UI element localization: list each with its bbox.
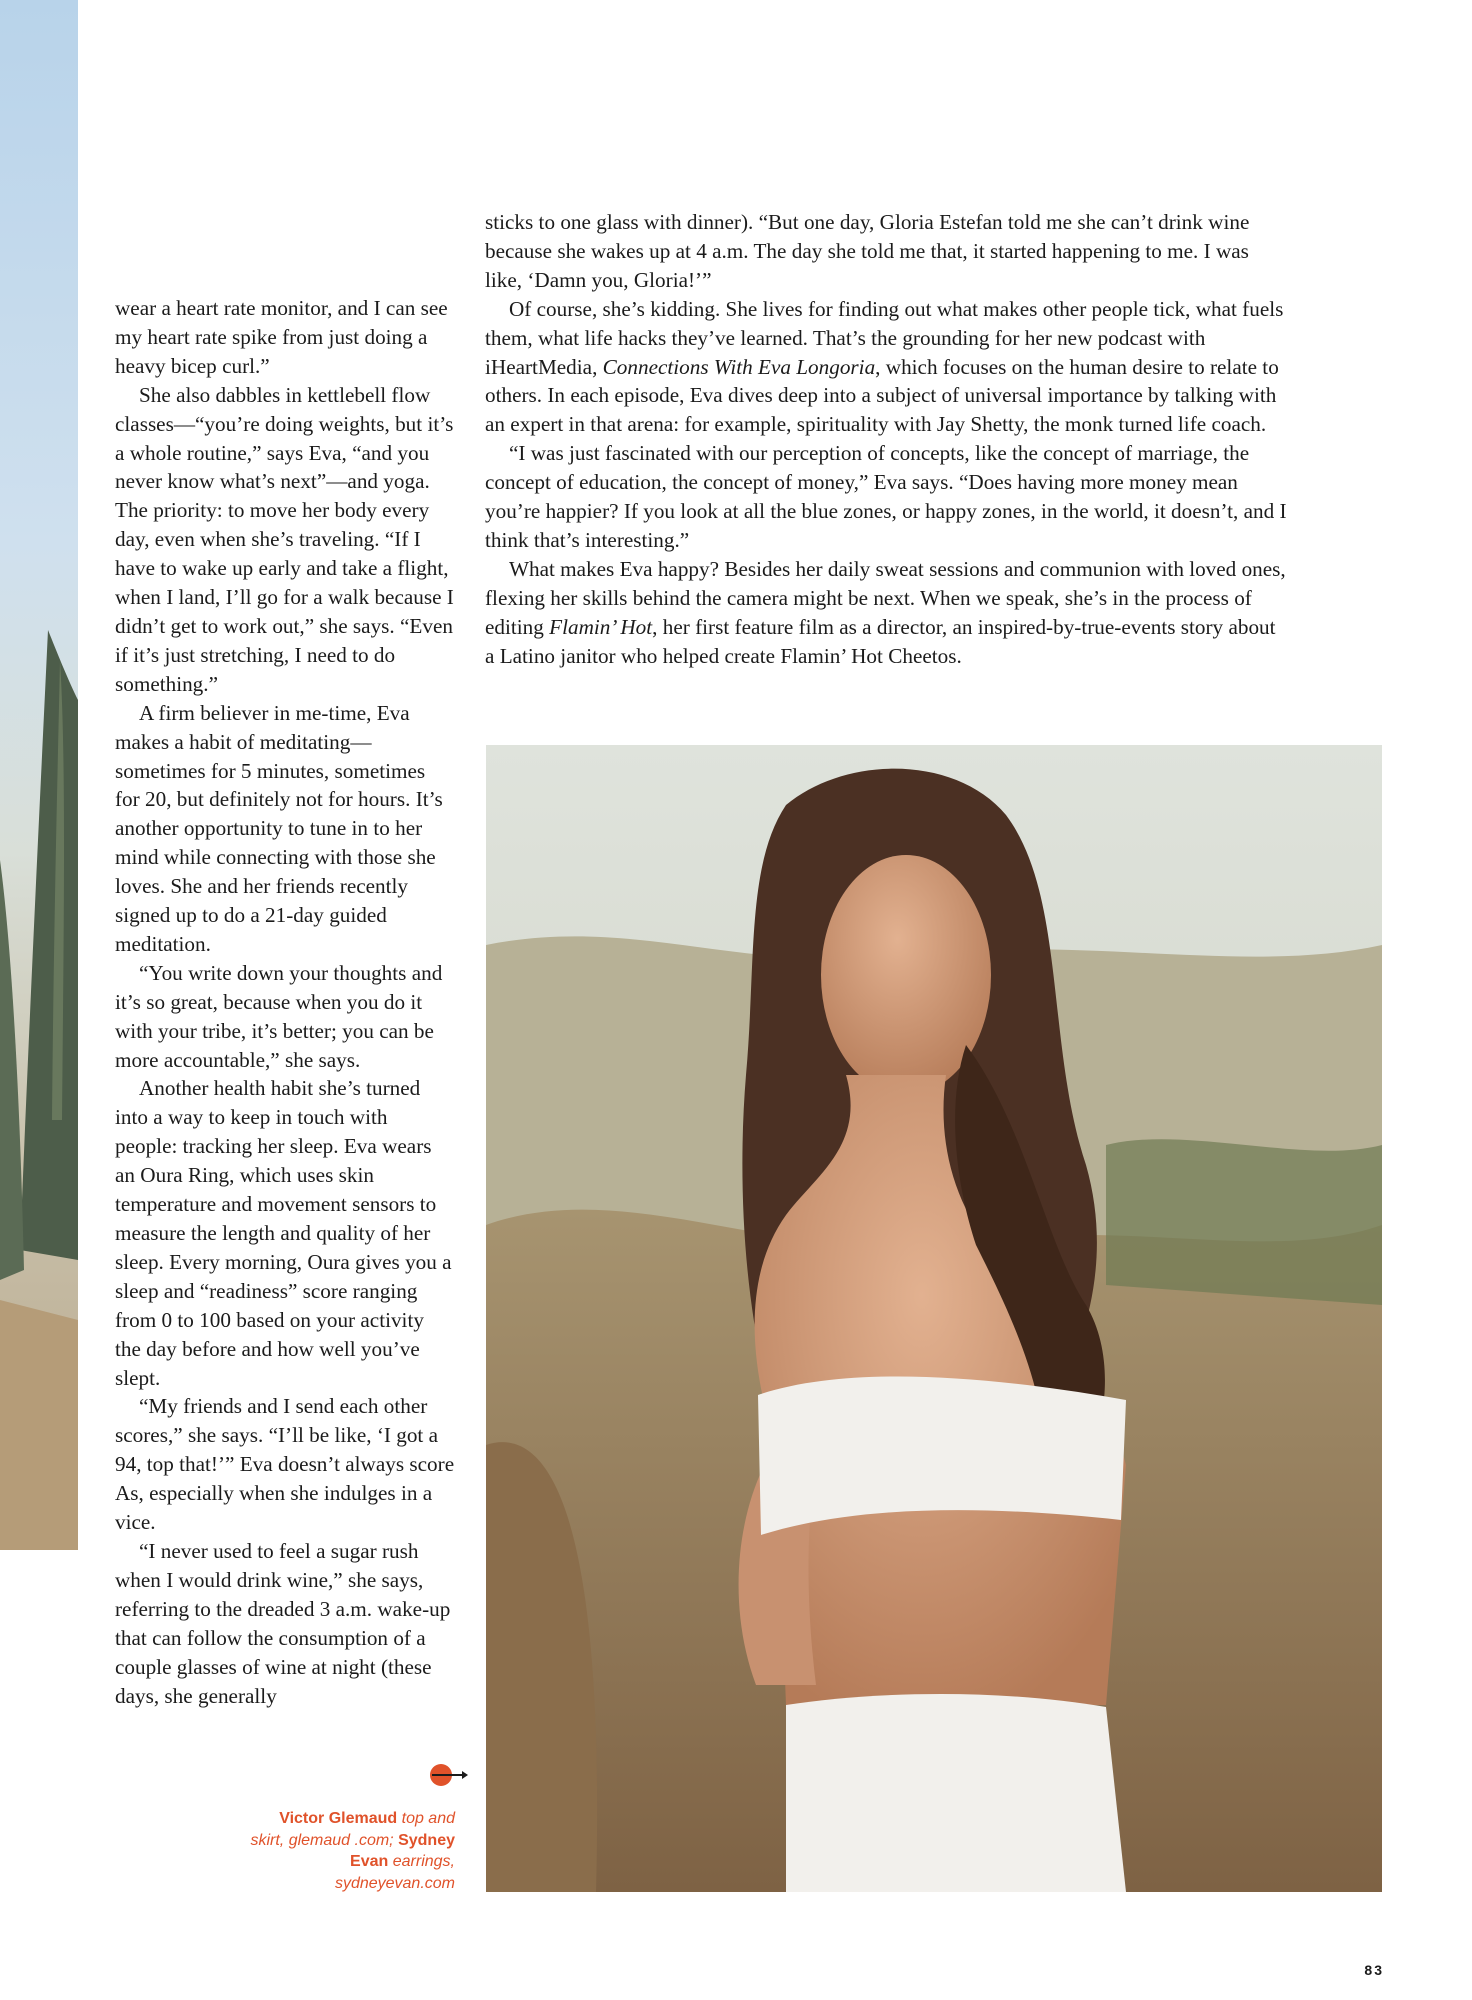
credit-text: top and skirt, glemaud .com; — [250, 1810, 455, 1849]
arrow-marker-icon — [428, 1762, 470, 1788]
text-run: What makes Eva happy? Besides her daily sweat sessions and communion with loved ones, flexing her skills behind the camera might be next. When we speak, she’s in the process of editing — [485, 556, 1286, 639]
body-paragraph: She also dabbles in kettlebell flow classes—“you’re doing weights, but it’s a whole routine,” says Eva, “and you never know what’s next”—and yoga. The priority: to move her body every day, even when she’s traveling. “If I have to wake up early and take a flight, when I land, I’ll go for a walk because I didn’t get to work out,” she says. “Even if it’s just stretching, I need to do something.” — [115, 382, 454, 696]
fashion-credit — [250, 1808, 455, 1894]
left-text-column — [115, 294, 455, 1710]
body-paragraph: A firm believer in me-time, Eva makes a habit of meditating—sometimes for 5 minutes, sometimes for 20, but definitely not for hours. It’s another opportunity to tune in to her mind while connecting with those she loves. She and her friends recently signed up to do a 21-day guided meditation. — [115, 700, 443, 956]
portrait-photo — [486, 745, 1382, 1892]
right-text-column — [485, 208, 1290, 671]
text-run: , her first feature film as a director, an inspired-by-true-events story about a Latino janitor who helped create Flamin’ Hot Cheetos. — [485, 614, 1276, 668]
designer-name: Sydney Evan — [350, 1831, 455, 1870]
designer-name: Victor Glemaud — [279, 1810, 398, 1827]
body-paragraph: “You write down your thoughts and it’s so great, because when you do it with your tribe, it’s better; you can be more accountable,” she says. — [115, 960, 443, 1072]
text-run: Of course, she’s kidding. She lives for finding out what makes other people tick, what fuels them, what life hacks they’ve learned. That’s the grounding for her new podcast with iHeartMedia, — [485, 296, 1284, 379]
text-run: , which focuses on the human desire to relate to others. In each episode, Eva dives deep into a subject of universal importance by talking with an expert in that arena: for example, spirituality with Jay Shetty, the monk turned life coach. — [485, 354, 1279, 437]
film-title: Flamin’ Hot — [549, 614, 653, 639]
body-paragraph — [485, 555, 1290, 671]
page-number: 83 — [1364, 1962, 1384, 1978]
agave-photo-strip — [0, 0, 78, 1550]
body-paragraph — [485, 295, 1290, 440]
body-paragraph: Another health habit she’s turned into a way to keep in touch with people: tracking her sleep. Eva wears an Oura Ring, which uses skin temperature and movement sensors to measure the length and quality of her sleep. Every morning, Oura gives you a sleep and “readiness” score ranging from 0 to 100 based on your activity the day before and how well you’ve slept. — [115, 1076, 452, 1390]
body-paragraph: “I was just fascinated with our perception of concepts, like the concept of marriage, the concept of education, the concept of money,” Eva says. “Does having more money mean you’re happier? If you look at all the blue zones, or happy zones, in the world, it doesn’t, and I think that’s interesting.” — [485, 441, 1287, 552]
body-paragraph: “My friends and I send each other scores,” she says. “I’ll be like, ‘I got a 94, top that!’” Eva doesn’t always score As, especially when she indulges in a vice. — [115, 1394, 455, 1535]
body-paragraph: wear a heart rate monitor, and I can see my heart rate spike from just doing a heavy bicep curl.” — [115, 296, 448, 378]
body-paragraph: sticks to one glass with dinner). “But one day, Gloria Estefan told me she can’t drink wine because she wakes up at 4 a.m. The day she told me that, it started happening to me. I was like, ‘Damn you, Gloria!’” — [485, 210, 1250, 292]
body-paragraph: “I never used to feel a sugar rush when I would drink wine,” she says, referring to the dreaded 3 a.m. wake-up that can follow the consumption of a couple glasses of wine at night (these days, she generally — [115, 1538, 451, 1708]
podcast-title: Connections With Eva Longoria — [602, 354, 876, 379]
credit-text: earrings, sydneyevan.com — [334, 1853, 455, 1892]
